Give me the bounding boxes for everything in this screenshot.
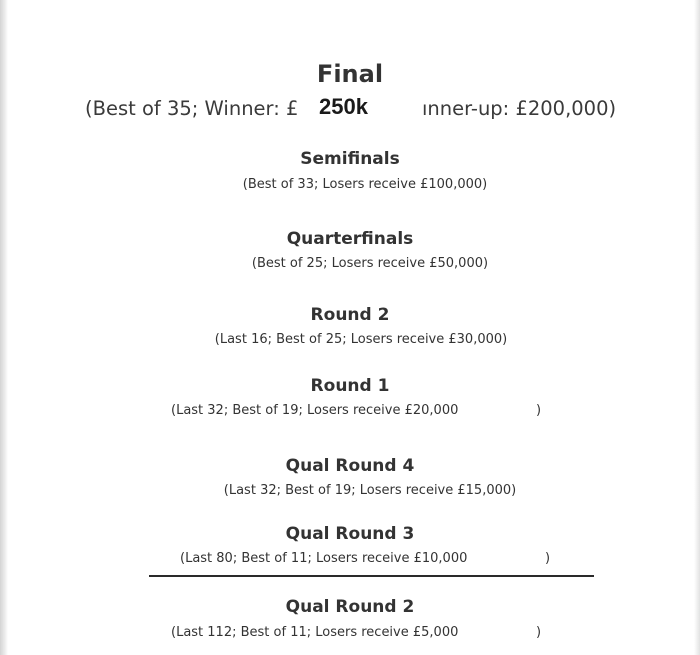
- stage-title-qual-round-2: Qual Round 2: [285, 597, 415, 617]
- stage-subtitle-qual-round-3-closing: ): [545, 551, 551, 566]
- section-divider: [149, 575, 594, 577]
- winner-prize-overlay: 250k: [316, 94, 420, 120]
- stage-subtitle-qual-round-2-closing: ): [536, 625, 542, 640]
- final-subtitle-left: (Best of 35; Winner: £: [85, 97, 299, 120]
- stage-title-round-1: Round 1: [310, 376, 390, 396]
- stage-title-semifinals: Semifinals: [300, 149, 400, 169]
- page-edge-shadow-right: [694, 0, 700, 655]
- stage-subtitle-round-1-closing: ): [536, 403, 542, 418]
- stage-subtitle-qual-round-2: (Last 112; Best of 11; Losers receive £5,000: [171, 625, 459, 640]
- stage-subtitle-round-1: (Last 32; Best of 19; Losers receive £20,000: [171, 403, 459, 418]
- stage-subtitle-semifinals: (Best of 33; Losers receive £100,000): [242, 177, 488, 192]
- stage-title-qual-round-4: Qual Round 4: [285, 456, 415, 476]
- stage-subtitle-quarterfinals: (Best of 25; Losers receive £50,000): [251, 256, 489, 271]
- stage-title-quarterfinals: Quarterfinals: [286, 229, 414, 249]
- stage-subtitle-round-2: (Last 16; Best of 25; Losers receive £30,000): [214, 332, 508, 347]
- stage-subtitle-qual-round-4: (Last 32; Best of 19; Losers receive £15,000): [223, 483, 517, 498]
- stage-title-qual-round-3: Qual Round 3: [285, 524, 415, 544]
- stage-subtitle-qual-round-3: (Last 80; Best of 11; Losers receive £10,000: [180, 551, 468, 566]
- page-edge-shadow-left: [0, 0, 8, 655]
- final-subtitle-right: ınner-up: £200,000): [422, 97, 617, 120]
- stage-title-round-2: Round 2: [310, 305, 390, 325]
- final-title: Final: [316, 60, 384, 88]
